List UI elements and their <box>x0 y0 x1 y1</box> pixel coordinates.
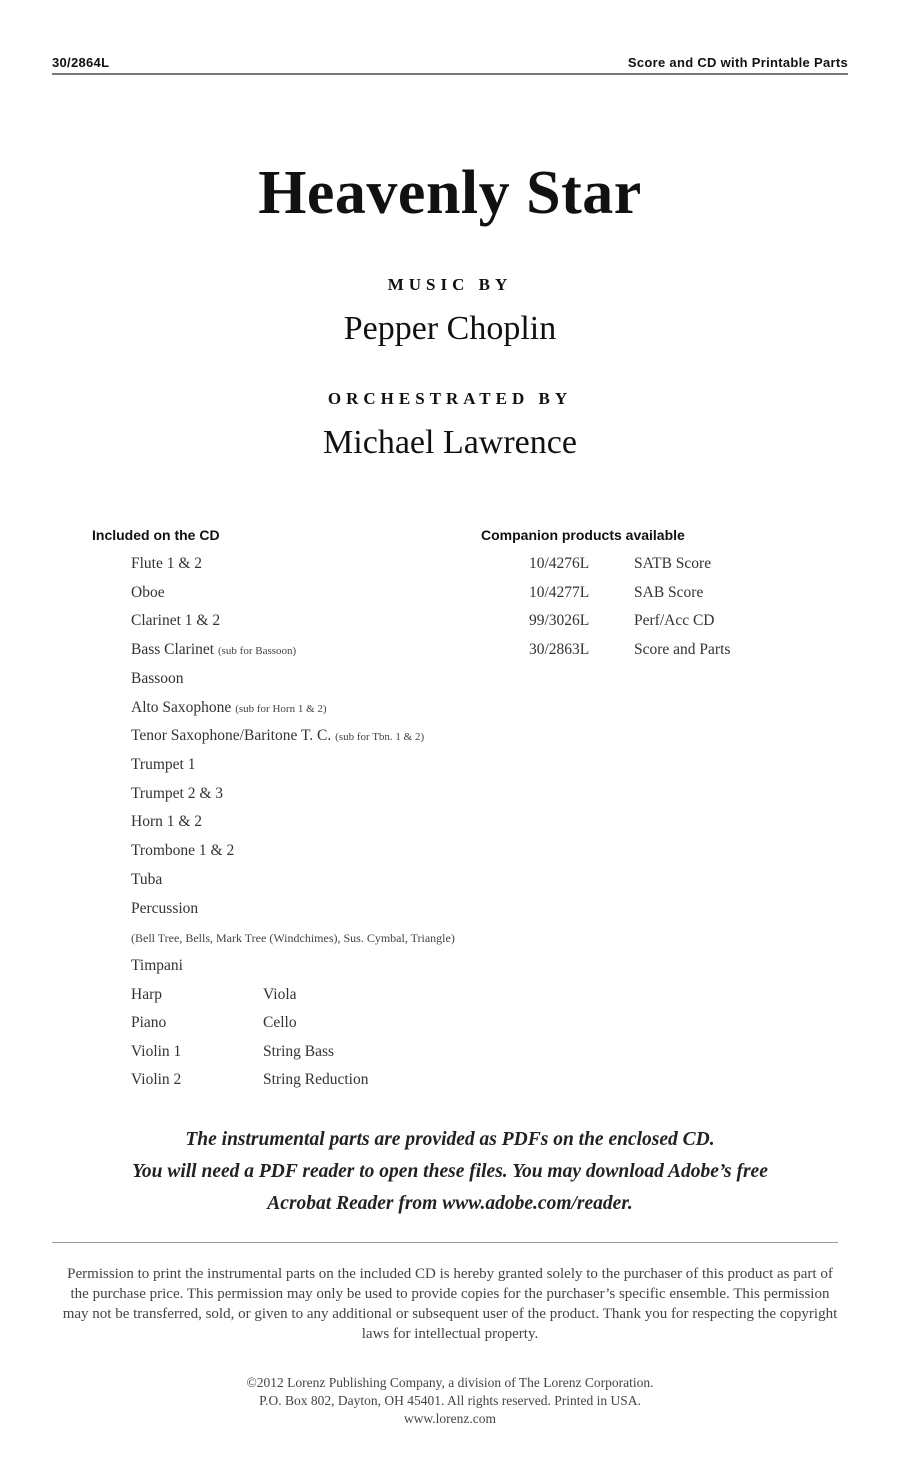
permission-text: Permission to print the instrumental parts on the included CD is hereby granted solely to the purchaser of this product as part of the purchase price. This permission may only be used to provide copies for the purchaser’s specific ensemble. This permission may not be transferred, sold, or given to any additional or subsequent user of the product. Thank you for respecting the copyright laws for intellectual property. <box>62 1266 838 1342</box>
list-item: Flute 1 & 2 <box>131 555 203 572</box>
companion-code: 10/4276L <box>529 555 590 572</box>
list-item: Tuba <box>131 871 163 888</box>
list-item: Alto Saxophone (sub for Horn 1 & 2) <box>131 699 327 716</box>
composer-name: Pepper Choplin <box>343 310 557 347</box>
list-item: Oboe <box>131 584 165 601</box>
list-item: String Bass <box>263 1043 335 1060</box>
companion-code: 10/4277L <box>529 584 590 601</box>
list-item: Viola <box>263 986 297 1003</box>
address-line: P.O. Box 802, Dayton, OH 45401. All rights reserved. Printed in USA. <box>259 1393 641 1408</box>
list-item: Clarinet 1 & 2 <box>131 612 221 629</box>
edition-label: Score and CD with Printable Parts <box>627 55 848 70</box>
companion-desc: Score and Parts <box>634 641 731 658</box>
list-item: Violin 1 <box>131 1043 182 1060</box>
list-item: Horn 1 & 2 <box>131 813 203 830</box>
companion-desc: SATB Score <box>634 555 712 572</box>
included-heading: Included on the CD <box>92 527 220 543</box>
notice-line: You will need a PDF reader to open these files. You may download Adobe’s free <box>132 1161 768 1182</box>
copyright-line: ©2012 Lorenz Publishing Company, a division of The Lorenz Corporation. <box>246 1375 654 1390</box>
pdf-notice <box>0 1124 900 1220</box>
companion-code: 99/3026L <box>529 612 590 629</box>
list-item: Tenor Saxophone/Baritone T. C. (sub for Tbn. 1 & 2) <box>131 727 425 744</box>
footer-divider <box>52 1242 838 1243</box>
list-item: Trumpet 2 & 3 <box>131 785 224 802</box>
list-item: Trombone 1 & 2 <box>131 842 235 859</box>
catalog-number: 30/2864L <box>52 55 110 70</box>
website-line: www.lorenz.com <box>403 1411 497 1426</box>
list-item: Violin 2 <box>131 1071 182 1088</box>
music-by-label: MUSIC BY <box>387 275 513 294</box>
list-item: Timpani <box>131 957 183 974</box>
notice-line: The instrumental parts are provided as PDFs on the enclosed CD. <box>185 1129 715 1150</box>
companion-desc: SAB Score <box>634 584 704 601</box>
page-title: Heavenly Star <box>258 159 642 227</box>
companion-heading: Companion products available <box>481 527 685 543</box>
list-item: Trumpet 1 <box>131 756 196 773</box>
percussion-detail: (Bell Tree, Bells, Mark Tree (Windchimes), Sus. Cymbal, Triangle) <box>131 931 455 945</box>
header-divider <box>52 73 848 75</box>
list-item: Harp <box>131 986 162 1003</box>
list-item: Bass Clarinet (sub for Bassoon) <box>131 641 297 658</box>
companion-desc: Perf/Acc CD <box>634 612 715 629</box>
companion-code: 30/2863L <box>529 641 590 658</box>
list-item: Bassoon <box>131 670 184 687</box>
orchestrator-name: Michael Lawrence <box>323 424 577 461</box>
notice-line: Acrobat Reader from www.adobe.com/reader. <box>267 1193 633 1214</box>
orchestrated-by-label: ORCHESTRATED BY <box>327 389 573 408</box>
list-item: Piano <box>131 1014 167 1031</box>
list-item: String Reduction <box>263 1071 369 1088</box>
copyright-block <box>0 1374 900 1428</box>
list-item: Percussion <box>131 900 199 917</box>
list-item: Cello <box>263 1014 297 1031</box>
